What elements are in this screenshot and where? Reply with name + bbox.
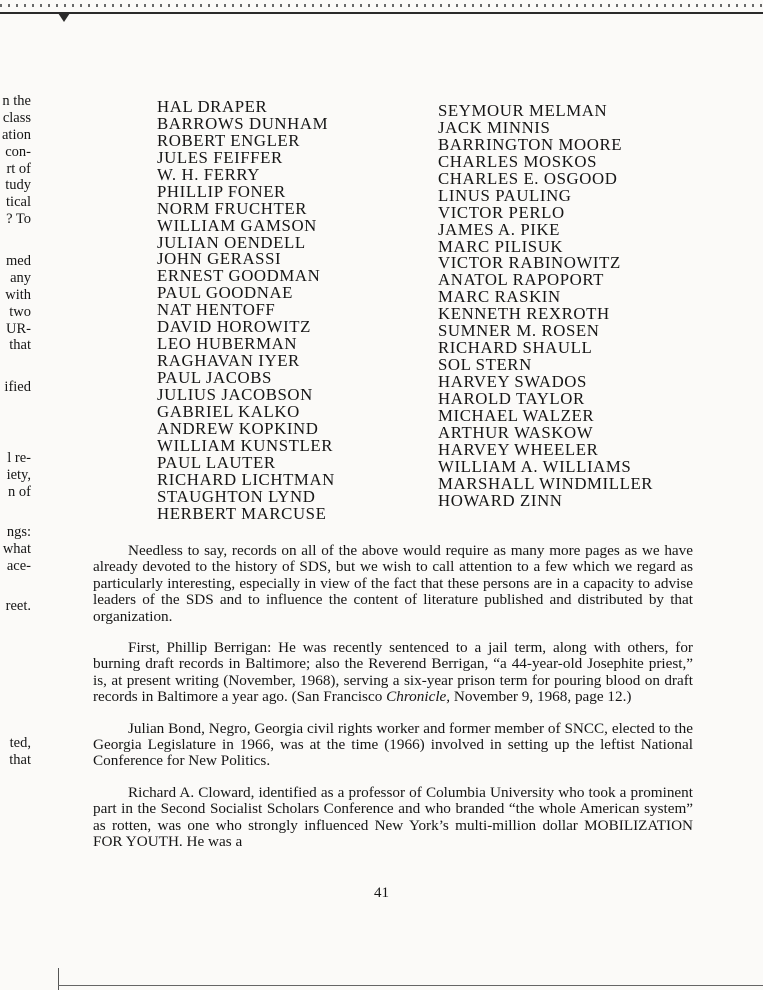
margin-fragment-line: any xyxy=(10,269,31,286)
name-entry: ROBERT ENGLER xyxy=(157,130,301,150)
name-entry: WILLIAM KUNSTLER xyxy=(157,435,333,455)
margin-fragment-line: rt of xyxy=(6,160,31,177)
margin-fragment-line: two xyxy=(9,303,31,320)
margin-fragment-1 xyxy=(2,93,31,228)
header-notch-mark xyxy=(58,13,70,22)
name-entry: JACK MINNIS xyxy=(438,117,551,137)
margin-fragment-line: that xyxy=(9,337,31,354)
name-entry: HARVEY SWADOS xyxy=(438,372,587,391)
margin-fragment-line: l re- xyxy=(7,450,31,466)
name-entry: W. H. FERRY xyxy=(157,164,260,184)
name-entry: BARRINGTON MOORE xyxy=(438,134,623,154)
name-entry: JOHN GERASSI xyxy=(157,249,282,269)
margin-fragment-line: tudy xyxy=(5,177,31,194)
margin-fragment-line: class xyxy=(2,109,31,126)
names-list-right xyxy=(438,103,653,510)
margin-fragment-line: ? To xyxy=(6,211,31,228)
margin-fragment-line: ngs: xyxy=(6,524,31,540)
margin-fragment-line: ted, xyxy=(9,735,31,751)
name-entry: SOL STERN xyxy=(438,355,532,375)
name-entry: ARTHUR WASKOW xyxy=(438,422,594,442)
name-entry: HAROLD TAYLOR xyxy=(438,388,585,408)
name-entry: MICHAEL WALZER xyxy=(438,405,595,425)
name-entry: SUMNER M. ROSEN xyxy=(438,321,600,341)
name-entry: STAUGHTON LYND xyxy=(157,486,316,506)
margin-fragment-line: tical xyxy=(6,194,31,211)
name-entry: HAL DRAPER xyxy=(157,97,268,116)
margin-fragment-line: con- xyxy=(5,143,31,160)
paragraph-cloward: Richard A. Cloward, identified as a professor of Columbia University who took a prominent part in the Second Socialist Scholars Conference and who branded “the whole American system” as rotten, was one who strongly influenced New York’s multi-million dollar MOBILIZATION FOR YOUTH. He was a xyxy=(93,783,693,851)
name-entry: BARROWS DUNHAM xyxy=(157,113,329,133)
margin-fragment-4 xyxy=(7,450,31,501)
footer-rule xyxy=(58,985,763,986)
page-number: 41 xyxy=(374,885,389,901)
name-entry: HARVEY WHEELER xyxy=(438,439,599,459)
margin-fragment-line: with xyxy=(5,286,31,303)
margin-fragment-line: what xyxy=(2,540,31,557)
name-entry: KENNETH REXROTH xyxy=(438,304,610,324)
name-entry: DAVID HOROWITZ xyxy=(157,317,311,337)
name-entry: MARSHALL WINDMILLER xyxy=(438,473,654,493)
name-entry: MARC PILISUK xyxy=(438,236,564,256)
name-entry: ERNEST GOODMAN xyxy=(157,266,321,286)
header-dotted-border xyxy=(0,4,763,7)
name-entry: PHILLIP FONER xyxy=(157,181,286,201)
margin-fragment-2 xyxy=(5,253,31,354)
name-entry: CHARLES E. OSGOOD xyxy=(438,168,618,188)
margin-fragment-line: ation xyxy=(2,126,31,143)
header-rule xyxy=(0,12,763,14)
name-entry: WILLIAM A. WILLIAMS xyxy=(438,456,632,476)
name-entry: HOWARD ZINN xyxy=(438,490,563,510)
name-entry: NAT HENTOFF xyxy=(157,300,276,320)
paragraph-berrigan xyxy=(93,640,693,706)
name-entry: RICHARD SHAULL xyxy=(438,338,593,358)
name-entry: GABRIEL KALKO xyxy=(157,401,300,421)
footer-left-rule xyxy=(58,968,59,990)
name-entry: ANDREW KOPKIND xyxy=(157,418,319,438)
publication-title: Chronicle, xyxy=(386,688,451,706)
paragraph-bond: Julian Bond, Negro, Georgia civil rights worker and former member of SNCC, elected to the Georgia Legislature in 1966, was at the time (1966) involved in setting up the leftist National Conference for New Politics. xyxy=(93,719,693,770)
margin-fragment-line: n of xyxy=(8,483,31,500)
name-entry: HERBERT MARCUSE xyxy=(157,503,327,523)
margin-fragment-7 xyxy=(9,735,31,769)
names-list-left xyxy=(157,99,335,522)
margin-fragment-5 xyxy=(3,524,31,575)
name-entry: VICTOR PERLO xyxy=(438,202,565,222)
name-entry: MARC RASKIN xyxy=(438,287,561,307)
paragraph-needless: Needless to say, records on all of the above would require as many more pages as we have already devoted to the history of SDS, but we wish to call attention to a few which we regard as particularly interesting, especially in view of the fact that these persons are in a capacity to advise leaders of the SDS and to influence the content of literature published and distributed by that organization. xyxy=(93,542,693,625)
paragraph-text: November 9, 1968, page 12.) xyxy=(450,688,632,706)
margin-fragment-line: that xyxy=(9,751,31,768)
margin-fragment-line: UR- xyxy=(6,320,31,337)
body-text xyxy=(93,543,693,866)
name-entry: JULIUS JACOBSON xyxy=(157,384,313,404)
paragraph-text: First, Phillip Berrigan: He was recently sentenced to a jail term, along with others, for burning draft records in Baltimore; also the Reverend Berrigan, “a 44-year-old Josephite priest,” is, at present writing (November, 1968), serving a six-year prison term for pouring blood on draft records in Baltimore a year ago. (San Francisco xyxy=(93,639,693,706)
name-entry: VICTOR RABINOWITZ xyxy=(438,253,621,273)
name-entry: NORM FRUCHTER xyxy=(157,198,307,218)
margin-fragment-line: med xyxy=(6,253,31,269)
name-entry: PAUL LAUTER xyxy=(157,452,276,472)
margin-fragment-line: ace- xyxy=(6,557,31,574)
margin-fragment-3 xyxy=(4,379,31,396)
margin-fragment-line: ified xyxy=(4,379,31,395)
name-entry: WILLIAM GAMSON xyxy=(157,215,317,235)
name-entry: JAMES A. PIKE xyxy=(438,219,561,239)
margin-fragment-line: n the xyxy=(2,93,31,109)
name-entry: PAUL GOODNAE xyxy=(157,283,294,303)
name-entry: ANATOL RAPOPORT xyxy=(438,270,605,290)
margin-fragment-6 xyxy=(6,598,31,615)
name-entry: LEO HUBERMAN xyxy=(157,334,298,354)
name-entry: JULIAN OENDELL xyxy=(157,232,306,252)
name-entry: PAUL JACOBS xyxy=(157,368,272,387)
name-entry: SEYMOUR MELMAN xyxy=(438,101,608,120)
margin-fragment-line: reet. xyxy=(5,598,31,614)
name-entry: LINUS PAULING xyxy=(438,185,572,205)
name-entry: CHARLES MOSKOS xyxy=(438,151,597,171)
name-entry: JULES FEIFFER xyxy=(157,147,283,167)
name-entry: RICHARD LICHTMAN xyxy=(157,469,335,489)
margin-fragment-line: iety, xyxy=(6,466,31,483)
name-entry: RAGHAVAN IYER xyxy=(157,351,300,371)
